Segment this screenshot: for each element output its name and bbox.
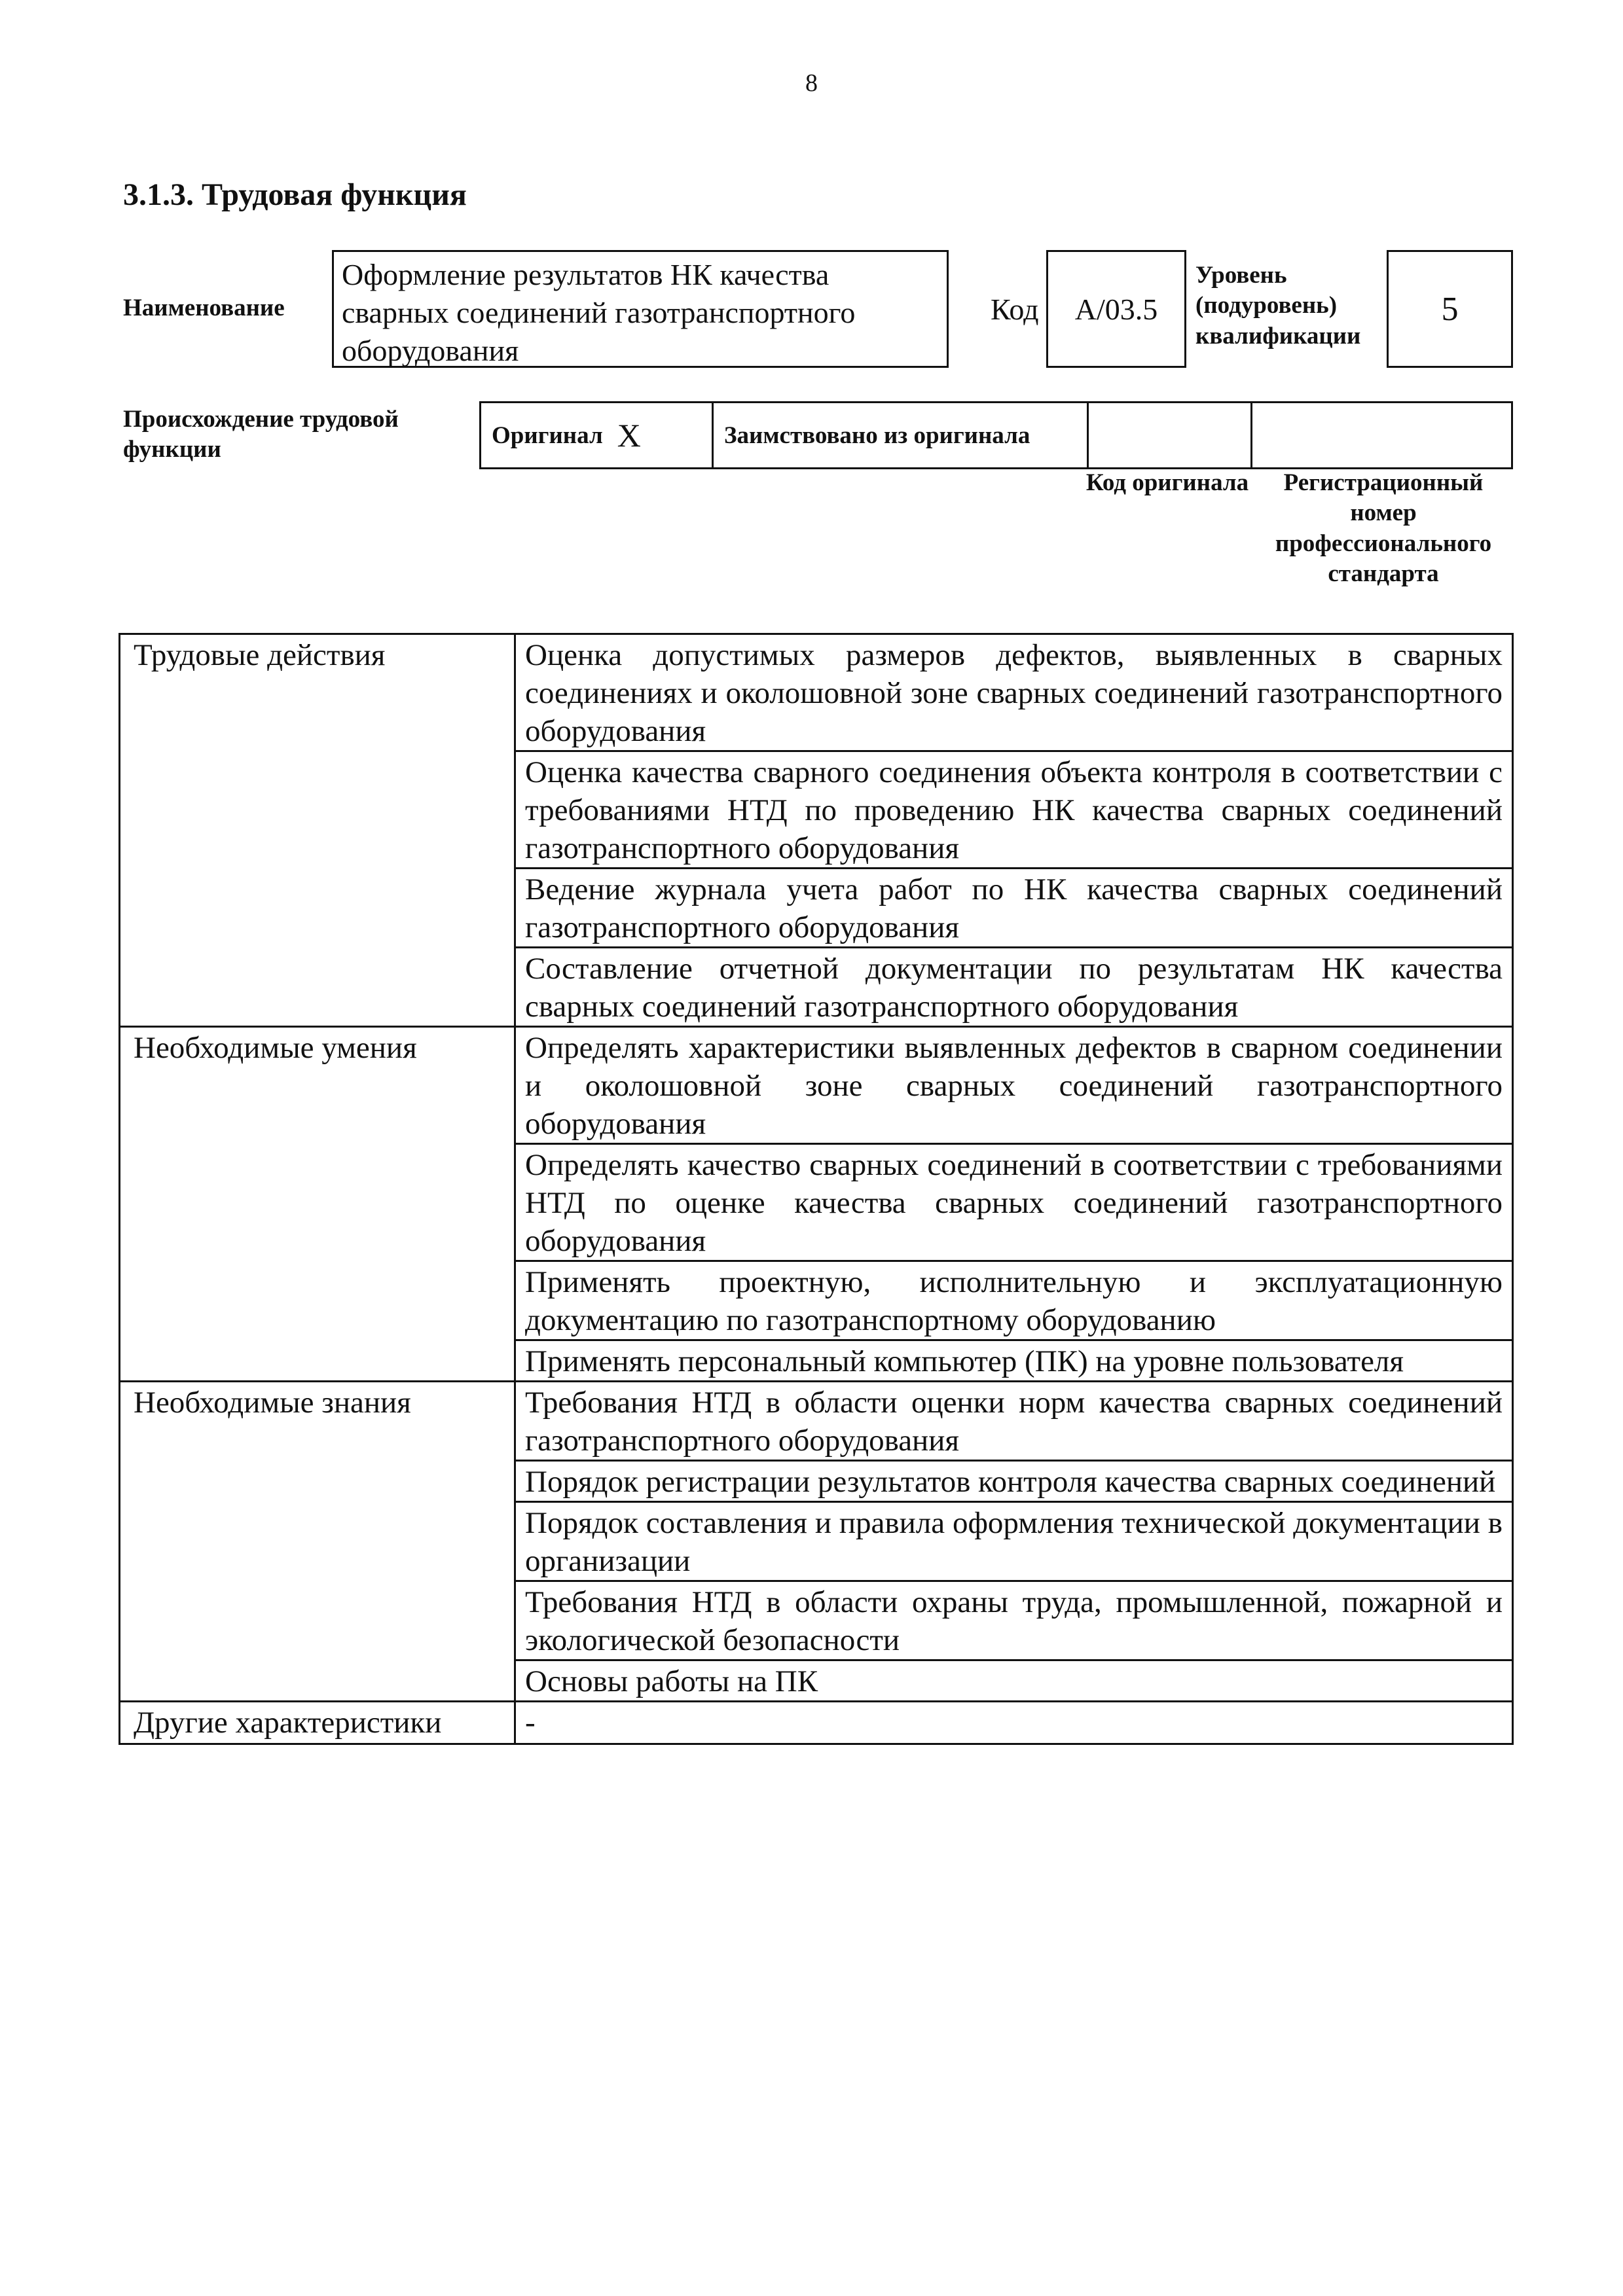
zaimstvovano-cell: Заимствовано из оригинала: [714, 403, 1089, 467]
section-title: Другие характеристики: [120, 1702, 515, 1744]
section-item: Ведение журнала учета работ по НК качества сварных соединений газотранспортного оборудования: [515, 869, 1513, 948]
section-item: -: [515, 1702, 1513, 1744]
uroven-label: [1195, 260, 1360, 351]
uroven-label-line-1: Уровень: [1195, 262, 1287, 289]
kod-label: Код: [991, 293, 1039, 326]
proiskhozhdenie-table: [479, 401, 1513, 469]
section-item: Определять качество сварных соединений в соответствии с требованиями НТД по оценке качества сварных соединений газотранспортного оборудования: [515, 1144, 1513, 1261]
labor-function-table: [119, 633, 1514, 1745]
section-item: Применять проектную, исполнительную и эксплуатационную документацию по газотранспортному оборудованию: [515, 1261, 1513, 1340]
table-row: [120, 634, 1513, 751]
section-item: Порядок регистрации результатов контроля качества сварных соединений: [515, 1461, 1513, 1502]
section-title: Необходимые знания: [120, 1382, 515, 1702]
section-heading: 3.1.3. Трудовая функция: [123, 177, 467, 212]
section-item: Оценка допустимых размеров дефектов, выявленных в сварных соединениях и околошовной зоне сварных соединений газотранспортного оборудования: [515, 634, 1513, 751]
labor-function-table-body: [120, 634, 1513, 1744]
reg-nomer-cell: [1252, 403, 1511, 467]
section-item: Основы работы на ПК: [515, 1660, 1513, 1702]
section-item: Определять характеристики выявленных дефектов в сварном соединении и околошовной зоне сварных соединений газотранспортного оборудования: [515, 1027, 1513, 1144]
kod-originala-cell: [1089, 403, 1252, 467]
page-number: 8: [805, 69, 818, 97]
original-mark: X: [617, 417, 641, 454]
kod-originala-caption: Код оригинала: [1085, 469, 1249, 496]
uroven-label-line-2: (подуровень): [1195, 292, 1338, 319]
original-label: Оригинал: [492, 422, 603, 449]
section-item: Применять персональный компьютер (ПК) на уровне пользователя: [515, 1340, 1513, 1382]
naimenovanie-value: Оформление результатов НК качества сварных соединений газотранспортного оборудования: [332, 250, 949, 368]
table-row: [120, 1382, 1513, 1461]
section-title: Трудовые действия: [120, 634, 515, 1027]
section-item: Требования НТД в области оценки норм качества сварных соединений газотранспортного оборудования: [515, 1382, 1513, 1461]
section-item: Требования НТД в области охраны труда, промышленной, пожарной и экологической безопасности: [515, 1581, 1513, 1660]
kod-value: А/03.5: [1046, 250, 1186, 368]
uroven-value: 5: [1387, 250, 1513, 368]
uroven-label-line-3: квалификации: [1195, 322, 1361, 350]
reg-nomer-caption: Регистрационный номер профессионального стандарта: [1275, 469, 1492, 587]
table-row: [120, 1027, 1513, 1144]
section-item: Оценка качества сварного соединения объекта контроля в соответствии с требованиями НТД по проведению НК качества сварных соединений газотранспортного оборудования: [515, 751, 1513, 869]
table-row: [120, 1702, 1513, 1744]
original-cell: [481, 403, 714, 467]
naimenovanie-label: Наименование: [123, 295, 285, 321]
section-item: Порядок составления и правила оформления технической документации в организации: [515, 1502, 1513, 1581]
proiskhozhdenie-label: Происхождение трудовой функции: [123, 406, 399, 463]
section-title: Необходимые умения: [120, 1027, 515, 1382]
section-item: Составление отчетной документации по результатам НК качества сварных соединений газотранспортного оборудования: [515, 948, 1513, 1027]
